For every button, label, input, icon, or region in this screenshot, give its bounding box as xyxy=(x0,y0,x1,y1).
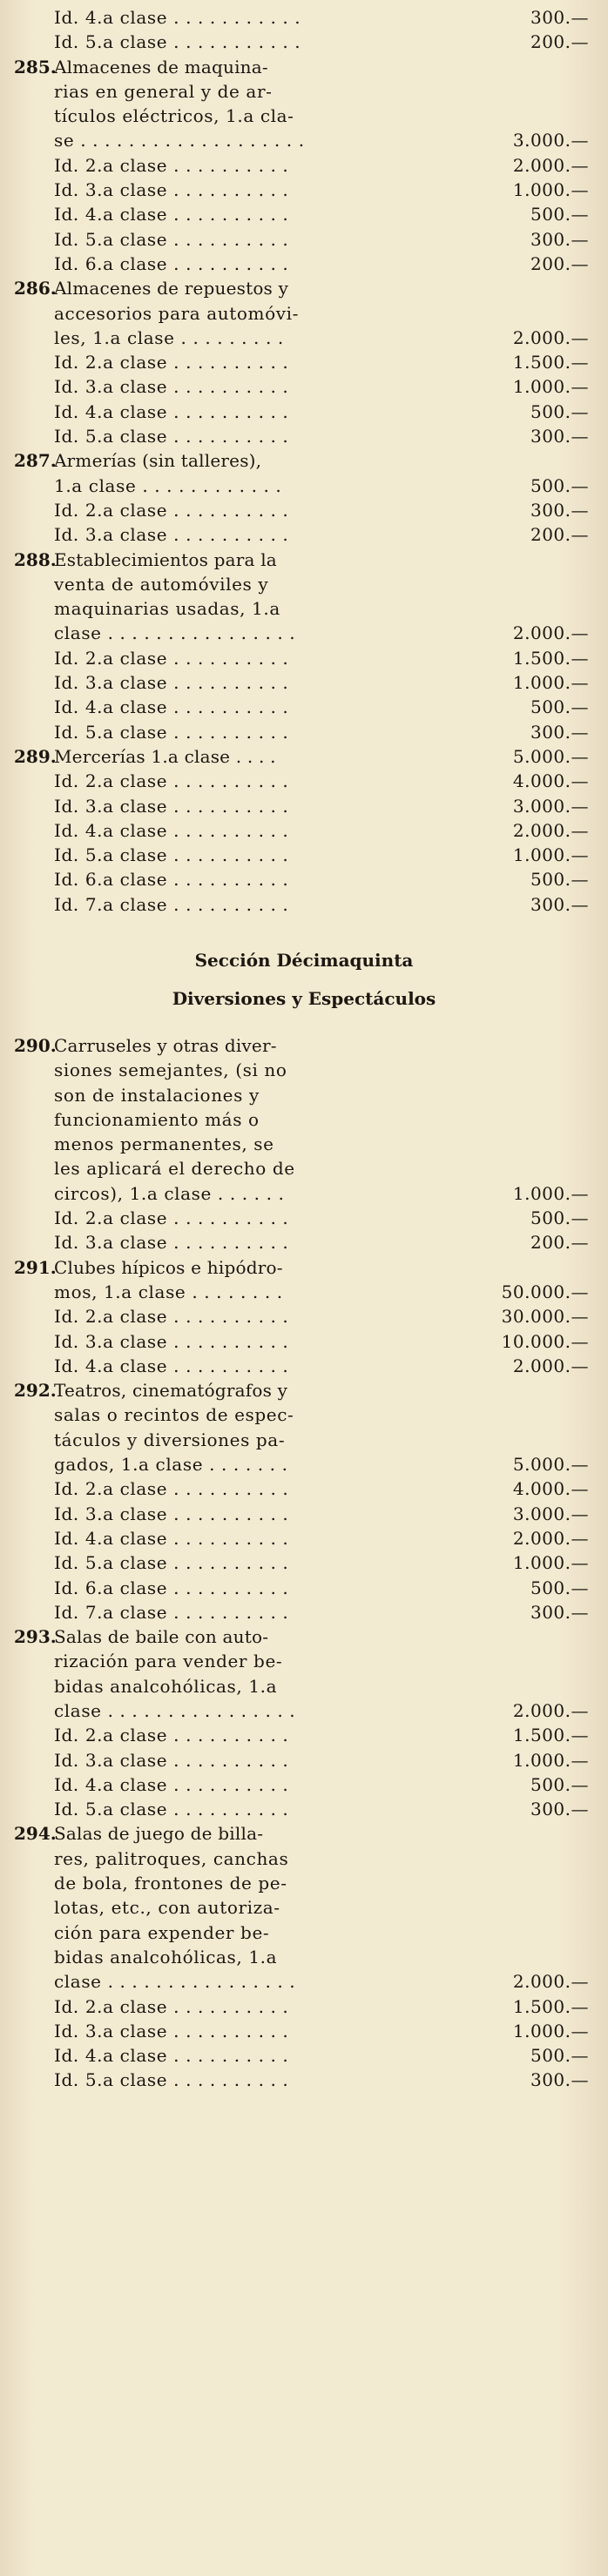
tariff-line xyxy=(14,1624,594,1649)
tariff-item xyxy=(14,548,594,744)
tariff-line xyxy=(14,1846,594,1871)
line-text: salas o recintos de espec- xyxy=(54,1404,294,1426)
line-amount: 2.000.— xyxy=(512,154,589,176)
line-amount: 5.000.— xyxy=(512,1454,589,1476)
tariff-line xyxy=(14,1649,594,1673)
tariff-line xyxy=(14,1280,594,1304)
tariff-line xyxy=(14,670,594,695)
line-text: Id. 3.a clase . . . . . . . . . . xyxy=(54,1330,289,1352)
tariff-line xyxy=(14,1230,594,1254)
line-amount: 1.500.— xyxy=(512,1725,589,1746)
line-text: ción para expender be- xyxy=(54,1921,270,1943)
line-text: les, 1.a clase . . . . . . . . . xyxy=(54,326,284,348)
line-amount: 2.000.— xyxy=(512,1527,589,1549)
line-amount: 3.000.— xyxy=(512,1503,589,1524)
tariff-line xyxy=(14,621,594,645)
tariff-line xyxy=(14,1452,594,1476)
line-text: rización para vender be- xyxy=(54,1651,283,1672)
tariff-line xyxy=(14,1428,594,1452)
line-text: Id. 4.a clase . . . . . . . . . . xyxy=(54,400,289,422)
section-title: Sección Décimaquinta xyxy=(194,949,414,971)
line-amount: 2.000.— xyxy=(512,1971,589,1993)
line-amount: 300.— xyxy=(530,721,589,743)
line-amount: 500.— xyxy=(530,1207,589,1229)
line-amount: 50.000.— xyxy=(501,1281,589,1302)
line-amount: 200.— xyxy=(530,252,589,274)
line-text: venta de automóviles y xyxy=(54,573,269,595)
tariff-line xyxy=(14,374,594,399)
tariff-line xyxy=(14,1723,594,1747)
line-amount: 1.000.— xyxy=(512,1182,589,1204)
tariff-line xyxy=(14,227,594,252)
line-amount: 4.000.— xyxy=(512,1478,589,1500)
tariff-line xyxy=(14,252,594,276)
tariff-item xyxy=(14,276,594,448)
line-amount: 2.000.— xyxy=(512,1700,589,1721)
line-text: Id. 3.a clase . . . . . . . . . . xyxy=(54,672,289,694)
line-text: Id. 5.a clase . . . . . . . . . . xyxy=(54,1552,289,1574)
line-text: clase . . . . . . . . . . . . . . . . xyxy=(54,1971,296,1993)
line-amount: 500.— xyxy=(530,1577,589,1598)
line-amount: 300.— xyxy=(530,2069,589,2091)
tariff-line xyxy=(14,400,594,424)
line-amount: 500.— xyxy=(530,696,589,718)
line-text: Id. 3.a clase . . . . . . . . . . xyxy=(54,524,289,546)
item-number: 286. xyxy=(14,278,57,299)
item-number: 288. xyxy=(14,548,57,570)
tariff-line xyxy=(14,1132,594,1156)
line-text: Id. 5.a clase . . . . . . . . . . xyxy=(54,426,289,447)
tariff-line xyxy=(14,5,594,30)
tariff-line xyxy=(14,1920,594,1945)
line-amount: 1.000.— xyxy=(512,179,589,201)
tariff-line xyxy=(14,596,594,621)
tariff-line xyxy=(14,1402,594,1427)
section-spacer xyxy=(14,917,594,941)
tariff-item xyxy=(14,1378,594,1624)
line-text: Id. 4.a clase . . . . . . . . . . xyxy=(54,1355,289,1376)
section-groups-after xyxy=(14,1033,594,2093)
line-text: bidas analcohólicas, 1.a xyxy=(54,1675,278,1697)
line-amount: 1.500.— xyxy=(512,647,589,669)
line-amount: 500.— xyxy=(530,400,589,422)
tariff-line xyxy=(14,1994,594,2019)
line-text: Id. 2.a clase . . . . . . . . . . xyxy=(54,1995,289,2017)
tariff-line xyxy=(14,843,594,867)
line-text: Id. 2.a clase . . . . . . . . . . xyxy=(54,1478,289,1500)
line-text: circos), 1.a clase . . . . . . xyxy=(54,1182,285,1204)
tariff-line xyxy=(14,128,594,152)
tariff-item xyxy=(14,1033,594,1255)
line-amount: 2.000.— xyxy=(512,819,589,841)
line-text: Id. 2.a clase . . . . . . . . . . xyxy=(54,1207,289,1229)
tariff-line xyxy=(14,2068,594,2092)
line-text: funcionamiento más o xyxy=(54,1108,260,1130)
tariff-line xyxy=(14,1797,594,1821)
line-text: menos permanentes, se xyxy=(54,1133,274,1155)
line-text: accesorios para automóvi- xyxy=(54,302,299,324)
tariff-line xyxy=(14,548,594,572)
line-amount: 500.— xyxy=(530,869,589,891)
line-text: Id. 5.a clase . . . . . . . . . . . xyxy=(54,31,301,53)
line-text: Id. 4.a clase . . . . . . . . . . xyxy=(54,696,289,718)
line-amount: 2.000.— xyxy=(512,1355,589,1376)
tariff-line xyxy=(14,1083,594,1107)
tariff-line xyxy=(14,326,594,350)
line-amount: 1.000.— xyxy=(512,1552,589,1574)
section-groups-before xyxy=(14,55,594,917)
line-text: gados, 1.a clase . . . . . . . xyxy=(54,1454,288,1476)
tariff-line xyxy=(14,1181,594,1206)
line-text: 1.a clase . . . . . . . . . . . . xyxy=(54,474,282,496)
line-text: Salas de baile con auto- xyxy=(54,1626,269,1648)
line-text: se . . . . . . . . . . . . . . . . . . . xyxy=(54,130,305,151)
line-text: Id. 2.a clase . . . . . . . . . . xyxy=(54,1725,289,1746)
tariff-line xyxy=(14,1329,594,1354)
line-amount: 200.— xyxy=(530,1232,589,1254)
line-text: mos, 1.a clase . . . . . . . . xyxy=(54,1281,283,1302)
line-text: Id. 6.a clase . . . . . . . . . . xyxy=(54,869,289,891)
line-text: Id. 2.a clase . . . . . . . . . . xyxy=(54,352,289,373)
line-amount: 5.000.— xyxy=(512,745,589,767)
tariff-line xyxy=(14,646,594,670)
tariff-line xyxy=(14,30,594,54)
line-text: Id. 3.a clase . . . . . . . . . . xyxy=(54,1749,289,1771)
tariff-line xyxy=(14,104,594,128)
line-text: Id. 2.a clase . . . . . . . . . . xyxy=(54,770,289,792)
tariff-line xyxy=(14,498,594,522)
intro-lines xyxy=(14,5,594,55)
line-text: lotas, etc., con autoriza- xyxy=(54,1897,280,1919)
item-number: 287. xyxy=(14,450,57,472)
tariff-line xyxy=(14,1206,594,1230)
line-text: Id. 2.a clase . . . . . . . . . . xyxy=(54,499,289,521)
line-text: Id. 7.a clase . . . . . . . . . . xyxy=(54,893,289,915)
tariff-line xyxy=(14,1772,594,1797)
item-number: 289. xyxy=(14,745,57,767)
line-text: Id. 4.a clase . . . . . . . . . . xyxy=(54,2045,289,2067)
line-text: Id. 3.a clase . . . . . . . . . . xyxy=(54,2020,289,2041)
tariff-line xyxy=(14,769,594,793)
tariff-item xyxy=(14,1624,594,1821)
line-amount: 300.— xyxy=(530,499,589,521)
line-text: clase . . . . . . . . . . . . . . . . xyxy=(54,1700,296,1721)
line-text: rias en general y de ar- xyxy=(54,80,273,102)
tariff-line xyxy=(14,1698,594,1723)
line-text: bidas analcohólicas, 1.a xyxy=(54,1946,278,1967)
line-amount: 300.— xyxy=(530,893,589,915)
line-text: clase . . . . . . . . . . . . . . . . xyxy=(54,622,296,644)
tariff-line xyxy=(14,350,594,374)
line-text: Id. 2.a clase . . . . . . . . . . xyxy=(54,647,289,669)
line-text: maquinarias usadas, 1.a xyxy=(54,598,280,620)
line-text: Id. 3.a clase . . . . . . . . . . xyxy=(54,179,289,201)
line-text: Id. 2.a clase . . . . . . . . . . xyxy=(54,154,289,176)
line-text: Salas de juego de billa- xyxy=(54,1823,264,1845)
tariff-line xyxy=(14,1576,594,1600)
line-text: Clubes hípicos e hipódro- xyxy=(54,1256,283,1278)
item-number: 285. xyxy=(14,56,57,77)
section-subtitle: Diversiones y Espectáculos xyxy=(172,987,436,1009)
tariff-line xyxy=(14,79,594,104)
line-text: res, palitroques, canchas xyxy=(54,1847,289,1869)
line-amount: 300.— xyxy=(530,7,589,28)
line-text: Id. 7.a clase . . . . . . . . . . xyxy=(54,1601,289,1623)
tariff-line xyxy=(14,744,594,769)
tariff-item xyxy=(14,1821,594,2092)
tariff-line xyxy=(14,424,594,448)
tariff-line xyxy=(14,1895,594,1920)
line-text: Id. 6.a clase . . . . . . . . . . xyxy=(54,1577,289,1598)
line-text: Id. 3.a clase . . . . . . . . . . xyxy=(54,1503,289,1524)
line-text: Id. 3.a clase . . . . . . . . . . xyxy=(54,376,289,398)
line-amount: 1.500.— xyxy=(512,352,589,373)
tariff-line xyxy=(14,1945,594,1969)
line-amount: 500.— xyxy=(530,204,589,225)
tariff-line xyxy=(14,1550,594,1575)
tariff-line xyxy=(14,276,594,300)
tariff-item xyxy=(14,744,594,917)
line-text: Id. 5.a clase . . . . . . . . . . xyxy=(54,721,289,743)
tariff-line xyxy=(14,794,594,818)
line-text: Teatros, cinematógrafos y xyxy=(54,1380,288,1402)
line-text: Mercerías 1.a clase . . . . xyxy=(54,745,276,767)
item-number: 290. xyxy=(14,1034,57,1056)
line-text: táculos y diversiones pa- xyxy=(54,1429,286,1450)
line-text: Id. 4.a clase . . . . . . . . . . xyxy=(54,819,289,841)
tariff-line xyxy=(14,572,594,596)
tariff-line xyxy=(14,1526,594,1550)
tariff-line xyxy=(14,2043,594,2068)
item-number: 292. xyxy=(14,1380,57,1402)
tariff-line xyxy=(14,1969,594,1994)
tariff-line xyxy=(14,867,594,891)
tariff-line xyxy=(14,1871,594,1895)
tariff-line xyxy=(14,2019,594,2043)
tariff-line xyxy=(14,1354,594,1378)
tariff-line xyxy=(14,1033,594,1058)
line-text: Id. 4.a clase . . . . . . . . . . xyxy=(54,1527,289,1549)
item-number: 291. xyxy=(14,1256,57,1278)
line-amount: 4.000.— xyxy=(512,770,589,792)
tariff-line xyxy=(14,818,594,843)
line-text: Almacenes de maquina- xyxy=(54,56,268,77)
section-spacer-small xyxy=(14,1018,594,1033)
line-amount: 2.000.— xyxy=(512,326,589,348)
tariff-line xyxy=(14,1107,594,1132)
line-text: Id. 5.a clase . . . . . . . . . . xyxy=(54,228,289,250)
tariff-line xyxy=(14,695,594,719)
line-amount: 2.000.— xyxy=(512,622,589,644)
line-amount: 300.— xyxy=(530,1601,589,1623)
tariff-line xyxy=(14,1378,594,1402)
tariff-line xyxy=(14,522,594,547)
line-amount: 1.000.— xyxy=(512,1749,589,1771)
line-amount: 500.— xyxy=(530,474,589,496)
line-text: les aplicará el derecho de xyxy=(54,1158,295,1180)
tariff-line xyxy=(14,202,594,226)
line-text: Id. 5.a clase . . . . . . . . . . xyxy=(54,844,289,866)
tariff-line xyxy=(14,1600,594,1624)
line-text: Establecimientos para la xyxy=(54,548,277,570)
tariff-line xyxy=(14,153,594,178)
line-amount: 200.— xyxy=(530,31,589,53)
line-amount: 500.— xyxy=(530,1773,589,1795)
tariff-line xyxy=(14,1674,594,1698)
tariff-item xyxy=(14,448,594,547)
line-amount: 1.000.— xyxy=(512,844,589,866)
line-text: Id. 3.a clase . . . . . . . . . . xyxy=(54,795,289,817)
line-text: siones semejantes, (si no xyxy=(54,1059,287,1081)
line-amount: 200.— xyxy=(530,524,589,546)
tariff-line xyxy=(14,1476,594,1501)
line-text: Id. 6.a clase . . . . . . . . . . xyxy=(54,252,289,274)
tariff-line xyxy=(14,301,594,326)
line-text: Id. 4.a clase . . . . . . . . . . xyxy=(54,1773,289,1795)
tariff-line xyxy=(14,1156,594,1180)
tariff-line xyxy=(14,892,594,917)
line-text: tículos eléctricos, 1.a cla- xyxy=(54,105,294,127)
tariff-line xyxy=(14,1502,594,1526)
line-amount: 1.000.— xyxy=(512,2020,589,2041)
tariff-line xyxy=(14,720,594,744)
line-text: Armerías (sin talleres), xyxy=(54,450,262,472)
line-text: Id. 3.a clase . . . . . . . . . . xyxy=(54,1232,289,1254)
tariff-line xyxy=(14,1304,594,1328)
line-amount: 30.000.— xyxy=(501,1306,589,1328)
line-amount: 300.— xyxy=(530,426,589,447)
tariff-line xyxy=(14,474,594,498)
tariff-line xyxy=(14,1748,594,1772)
line-amount: 500.— xyxy=(530,2045,589,2067)
line-amount: 1.000.— xyxy=(512,672,589,694)
line-text: Almacenes de repuestos y xyxy=(54,278,289,299)
line-amount: 300.— xyxy=(530,228,589,250)
line-amount: 3.000.— xyxy=(512,795,589,817)
tariff-line xyxy=(14,1255,594,1280)
line-text: Carruseles y otras diver- xyxy=(54,1034,277,1056)
tariff-line xyxy=(14,55,594,79)
line-amount: 10.000.— xyxy=(501,1330,589,1352)
line-text: de bola, frontones de pe- xyxy=(54,1873,287,1894)
tariff-line xyxy=(14,178,594,202)
line-amount: 1.500.— xyxy=(512,1995,589,2017)
tariff-item xyxy=(14,1255,594,1378)
tariff-line xyxy=(14,1821,594,1846)
line-text: Id. 2.a clase . . . . . . . . . . xyxy=(54,1306,289,1328)
tariff-line xyxy=(14,1058,594,1082)
line-amount: 1.000.— xyxy=(512,376,589,398)
line-text: Id. 5.a clase . . . . . . . . . . xyxy=(54,2069,289,2091)
line-amount: 3.000.— xyxy=(512,130,589,151)
line-text: Id. 4.a clase . . . . . . . . . . . xyxy=(54,7,301,28)
line-amount: 300.— xyxy=(530,1799,589,1820)
tariff-line xyxy=(14,448,594,473)
line-text: son de instalaciones y xyxy=(54,1084,260,1106)
tariff-item xyxy=(14,55,594,277)
line-text: Id. 4.a clase . . . . . . . . . . xyxy=(54,204,289,225)
item-number: 293. xyxy=(14,1626,57,1648)
item-number: 294. xyxy=(14,1823,57,1845)
line-text: Id. 5.a clase . . . . . . . . . . xyxy=(54,1799,289,1820)
